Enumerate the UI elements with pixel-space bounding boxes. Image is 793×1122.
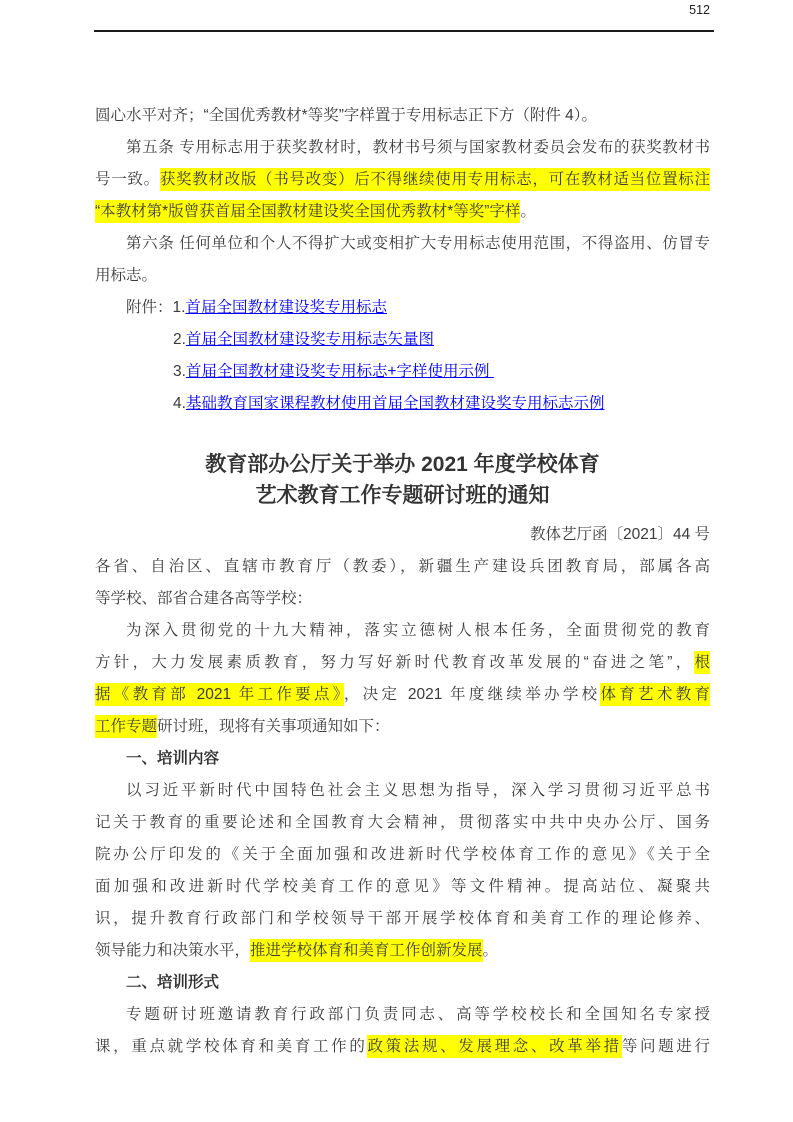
text-run: 等学校、部省合建各高等学校：: [95, 590, 313, 607]
text-run: 3.: [173, 363, 186, 380]
text-run: 第五条 专用标志用于获奖教材时，教材书号须与国家教材委员会发布的获奖教材书: [126, 139, 710, 156]
attachment-link[interactable]: 基础教育国家课程教材使用首届全国教材建设奖专用标志示例: [185, 395, 605, 412]
highlighted-text: 体育艺术教育: [600, 683, 710, 706]
text-run: 研讨班，现将有关事项通知如下：: [157, 718, 390, 735]
page-number: 512: [689, 3, 710, 17]
text-run: 教育部办公厅关于举办 2021 年度学校体育: [205, 453, 600, 476]
text-run: 二、培训形式: [126, 974, 220, 991]
para-line: [95, 100, 710, 132]
para-line: [95, 807, 710, 839]
para-line-article-6: [95, 228, 710, 260]
section-heading-2: [95, 967, 710, 999]
text-run: 一、培训内容: [126, 750, 220, 767]
attachment-link[interactable]: 首届全国教材建设奖专用标志: [185, 299, 387, 316]
text-run: 。: [482, 942, 499, 959]
document-body: [95, 100, 710, 1063]
doc-title-line-1: [95, 449, 710, 480]
attachment-item-2: [95, 324, 710, 356]
para-line: [95, 615, 710, 647]
para-line: [95, 679, 710, 711]
text-run: 圆心水平对齐；“全国优秀教材*等奖”字样置于专用标志正下方（附件 4）。: [95, 107, 598, 124]
highlighted-text: 根: [694, 651, 710, 674]
attachment-item-3: [95, 356, 710, 388]
attachment-item-4: [95, 388, 710, 420]
para-line: [95, 260, 710, 292]
para-line: [95, 775, 710, 807]
highlighted-text: 工作专题: [95, 715, 157, 738]
doc-number: [95, 519, 710, 551]
highlighted-text: 获奖教材改版（书号改变）后不得继续使用专用标志，可在教材适当位置标注: [160, 168, 710, 191]
para-line: [95, 903, 710, 935]
text-run: 各省、自治区、直辖市教育厅（教委），新疆生产建设兵团教育局，部属各高: [95, 558, 710, 575]
text-run: 院办公厅印发的《关于全面加强和改进新时代学校体育工作的意见》《关于全: [95, 846, 710, 863]
doc-title-line-2: [95, 480, 710, 511]
text-run: 。: [520, 203, 536, 220]
text-run: 课，重点就学校体育和美育工作的: [95, 1038, 368, 1055]
text-run: 领导能力和决策水平，: [95, 942, 251, 959]
text-run: 用标志。: [95, 267, 158, 284]
attachment-item-1: [95, 292, 710, 324]
para-line: [95, 583, 710, 615]
para-line: [95, 164, 710, 196]
para-line: [95, 647, 710, 679]
text-run: 专题研讨班邀请教育行政部门负责同志、高等学校校长和全国知名专家授: [126, 1006, 710, 1023]
text-run: ，决定 2021 年度继续举办学校: [343, 686, 601, 703]
header-rule: [94, 30, 714, 32]
text-run: 识，提升教育行政部门和学校领导干部开展学校体育和美育工作的理论修养、: [95, 910, 710, 927]
text-run: 4.: [173, 395, 186, 412]
attachment-link[interactable]: 首届全国教材建设奖专用标志+字样使用示例: [185, 363, 494, 380]
para-line-article-5: [95, 132, 710, 164]
text-run: 2.: [173, 331, 186, 348]
text-run: 以习近平新时代中国特色社会主义思想为指导，深入学习贯彻习近平总书: [126, 782, 710, 799]
text-run: 记关于教育的重要论述和全国教育大会精神，贯彻落实中共中央办公厅、国务: [95, 814, 710, 831]
text-run: 教体艺厅函〔2021〕44 号: [529, 526, 710, 543]
highlighted-text: 据《教育部 2021 年工作要点》: [95, 683, 344, 706]
text-run: 等问题进行: [621, 1038, 710, 1055]
text-run: 附件：1.: [126, 299, 186, 316]
attachment-link[interactable]: 首届全国教材建设奖专用标志矢量图: [185, 331, 434, 348]
text-run: 第六条 任何单位和个人不得扩大或变相扩大专用标志使用范围，不得盗用、仿冒专: [126, 235, 710, 252]
para-line: [95, 551, 710, 583]
para-line: [95, 871, 710, 903]
text-run: 艺术教育工作专题研讨班的通知: [255, 484, 550, 507]
highlighted-text: 政策法规、发展理念、改革举措: [367, 1035, 621, 1058]
text-run: 方针，大力发展素质教育，努力写好新时代教育改革发展的“奋进之笔”，: [95, 654, 695, 671]
highlighted-text: “本教材第*版曾获首届全国教材建设奖全国优秀教材*等奖”字样: [95, 200, 520, 223]
text-run: 为深入贯彻党的十九大精神，落实立德树人根本任务，全面贯彻党的教育: [126, 622, 710, 639]
para-line: [95, 999, 710, 1031]
para-line: [95, 711, 710, 743]
para-line: [95, 1031, 710, 1063]
text-run: 号一致。: [95, 171, 160, 188]
para-line: [95, 839, 710, 871]
text-run: 面加强和改进新时代学校美育工作的意见》等文件精神。提高站位、凝聚共: [95, 878, 710, 895]
para-line: [95, 935, 710, 967]
para-line: [95, 196, 710, 228]
highlighted-text: 推进学校体育和美育工作创新发展: [250, 939, 483, 962]
section-heading-1: [95, 743, 710, 775]
